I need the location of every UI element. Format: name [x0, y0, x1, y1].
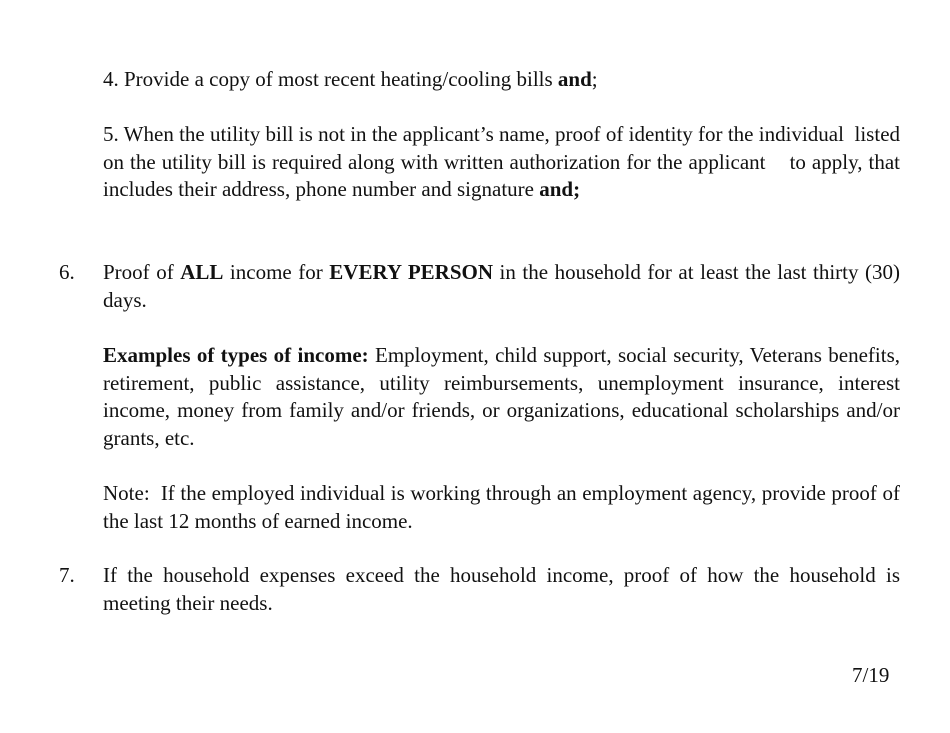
item-7-text: If the household expenses exceed the household income, proof of how the household is meeting their needs. [103, 563, 900, 615]
item-5-number: 5. [103, 122, 119, 146]
item-4-text-end: ; [591, 67, 598, 91]
item-4 [103, 66, 900, 94]
item-6-part2: income for [223, 260, 330, 284]
page-number: 7/19 [852, 663, 890, 687]
item-6-part1: Proof of [103, 260, 181, 284]
income-examples-label: Examples of types of income: [103, 343, 369, 367]
item-5 [103, 121, 906, 204]
item-4-bold: and [557, 67, 592, 91]
item-4-number: 4. [103, 67, 119, 91]
income-examples [103, 342, 900, 452]
income-examples-text: Employment, child support, social security, Veterans benefits, retirement, public assistance, utility reimbursements, unemployment insurance, interest income, money from family and/or friends, or organizations, educational scholarships and/or grants, etc. [103, 343, 900, 450]
employment-agency-note: Note: If the employed individual is working through an employment agency, provide proof of the last 12 months of earned income. [103, 481, 906, 533]
item-5-bold: and; [539, 177, 581, 201]
item-6-part3: in the household for at least the last thirty (30) days. [103, 260, 901, 312]
item-7-number: 7. [59, 563, 75, 587]
item-6-bold-all: ALL [180, 260, 224, 284]
item-6-text [103, 259, 900, 314]
item-4-text: Provide a copy of most recent heating/cooling bills [124, 67, 558, 91]
item-6-number: 6. [59, 260, 75, 284]
item-5-text: When the utility bill is not in the applicant’s name, proof of identity for the individual listed on the utility bill is required along with written authorization for the applicant to apply, that includes their address, phone number and signature [103, 122, 906, 201]
item-6-bold-every-person: EVERY PERSON [329, 260, 493, 284]
